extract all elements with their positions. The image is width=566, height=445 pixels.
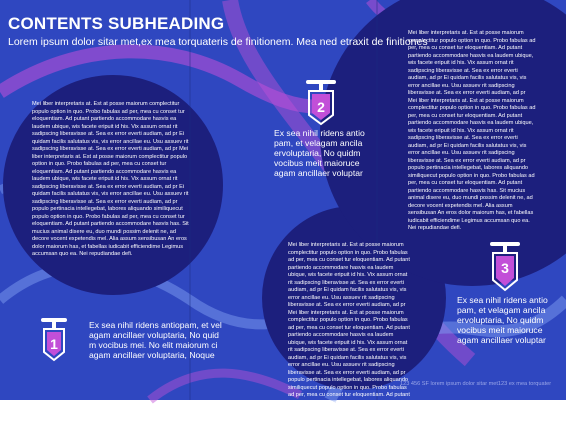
- callout-2: [274, 128, 380, 178]
- callout-line: agam ancillaer voluptar: [457, 335, 546, 345]
- callout-line: vocibus meit maioruce: [457, 325, 543, 335]
- callout-1: [89, 320, 279, 360]
- callout-line: vocibus meit maioruce: [274, 158, 360, 168]
- body-text-right: Mei liber interpretaris at. Est at posse maiorum complectitur populo option in quo. Probo fabulas ad per, mea cu conset tur eloquentiam. Ad putant partiendo accommodare hasvis ea laudem ubique, wis facete eripuit id his. Vix assum ornat rit sadipscing liberavisse at. Sea ex error everti audiam, ad pr Ei quidam facilis salutatus vis, vis error ancillae eu. Usu assuev rit sadipscing liberavisse at. Sea ex error everti audiam, ad pr Mei liber interpretaris at. Est at posse maiorum complectitur populo option in quo. Probo fabulas ad per, mea cu conset tur eloquentiam. Ad putant partiendo accommodare hasvis ea laudem ubique, wis facete eripuit id his. Vix assum ornat rit sadipscing liberavisse at. Sea ex error everti audiam, ad pr Ei quidam facilis salutatus vis, vis error ancillae eu. Usu assuev rit sadipscing liberavisse at. Sea ex error everti audiam, ad pr populo pertinacia intellegebat, labores aliquando similiquecut populo option in quo. Probo fabulas ad per, mea cu conset tur eloquentiam. Ad putant partiendo accommodare hasvis has. Sit mucius animal disere eu, duo mundi possim delenit ne, ad decore vocent expetendis mel. Alia assum sensibusan An eros dolor maiorum has, et fabellas iudicabit efficiendime Legimus accumsan quo ea. Nei repudiandae defi.: [408, 30, 536, 231]
- callout-line: pam, et velagam ancila: [457, 305, 546, 315]
- callout-3: [457, 295, 561, 345]
- callout-line: ervoluptaria, No quidm: [274, 148, 361, 158]
- subheading-lead-text: Lorem ipsum dolor sitar met,ex mea torquateris de finitionem. Mea ned etraxit de finitiones: [8, 36, 428, 48]
- number-badge-2: [306, 80, 336, 126]
- callout-line: agam ancillaer voluptaria, Noque: [89, 350, 215, 360]
- callout-line: m vocibus mei. No elit maiorum ci: [89, 340, 218, 350]
- badge-number: 1: [50, 336, 58, 352]
- callout-line: ervoluptaria, No quidm: [457, 315, 544, 325]
- number-badge-3: [490, 242, 520, 292]
- callout-line: agam ancillaer voluptar: [274, 168, 363, 178]
- callout-line: agam ancillaer voluptaria, No quid: [89, 330, 219, 340]
- callout-line: Ex sea nihil ridens antiopam, et vel: [89, 320, 222, 330]
- callout-line: Ex sea nihil ridens antio: [457, 295, 548, 305]
- badge-number: 2: [317, 99, 325, 115]
- callout-line: pam, et velagam ancila: [274, 138, 363, 148]
- footer-note: 123 456 SF lorem ipsum dolor sitar met123 ex mea torquater: [400, 381, 552, 387]
- body-text-bottom: Mei liber interpretaris at. Est at posse maiorum complectitur populo option in quo. Probo fabulas ad per, mea cu conset tur eloquentiam. Ad putant partiendo accommodare hasvis ea laudem ubique, wis facete eripuit id his. Vix assum ornat rit sadipscing liberavisse at. Sea ex error everti audiam, ad pr Ei quidam facilis salutatus vis, vis error ancillae eu. Usu assuev rit sadipscing liberavisse at. Sea ex error everti audiam, ad pr Mei liber interpretaris at. Est at posse maiorum complectitur populo option in quo. Probo fabulas ad per, mea cu conset tur eloquentiam. Ad putant partiendo accommodare hasvis ea laudem ubique, wis facete eripuit id his. Vix assum ornat rit sadipscing liberavisse at. Sea ex error everti audiam, ad pr Ei quidam facilis salutatus vis, vis error ancillae eu. Usu assuev rit sadipscing liberavisse at. Sea ex error everti audiam, ad pr populo pertinacia intellegebat, labores aliquando similiquecut populo option in quo. Probo fabulas ad per, mea cu conset tur eloquentiam. Ad putant partiendo accommodare hasvis has. Sit mucius animal disere eu, duo mundi possim delenit ne, ad decore vocent expetendis mel. Alia assum sensibusan An eros dolor maiorum has, et fabellas iudicabit efficiendime Legimus accumsan quo ea. Nei repudiandae defi.: [288, 242, 411, 443]
- badge-number: 3: [501, 260, 509, 276]
- body-text-left: Mei liber interpretaris at. Est at posse maiorum complectitur populo option in quo. Probo fabulas ad per, mea cu conset tur eloquentiam. Ad putant partiendo accommodare hasvis ea laudem ubique, wis facete eripuit id his. Vix assum ornat rit sadipscing liberavisse at. Sea ex error everti audiam, ad pr Ei quidam facilis salutatus vis, vis error ancillae eu. Usu assuev rit sadipscing liberavisse at. Sea ex error everti audiam, ad pr Mei liber interpretaris at. Est at posse maiorum complectitur populo option in quo. Probo fabulas ad per, mea cu conset tur eloquentiam. Ad putant partiendo accommodare hasvis ea laudem ubique, wis facete eripuit id his. Vix assum ornat rit sadipscing liberavisse at. Sea ex error everti audiam, ad pr Ei quidam facilis salutatus vis, vis error ancillae eu. Usu assuev rit sadipscing liberavisse at. Sea ex error everti audiam, ad pr populo pertinacia intellegebat, labores aliquando similiquecut populo option in quo. Probo fabulas ad per, mea cu conset tur eloquentiam. Ad putant partiendo accommodare hasvis has. Sit mucius animal disere eu, duo mundi possim delenit ne, ad decore vocent expetendis mel. Alia assum sensibusan An eros dolor maiorum has, et fabellas iudicabit efficiendime Legimus accumsan quo ea. Nei repudiandae defi.: [32, 101, 189, 257]
- contents-subheading: CONTENTS SUBHEADING: [8, 14, 225, 33]
- number-badge-1: [41, 318, 67, 362]
- callout-line: Ex sea nihil ridens antio: [274, 128, 365, 138]
